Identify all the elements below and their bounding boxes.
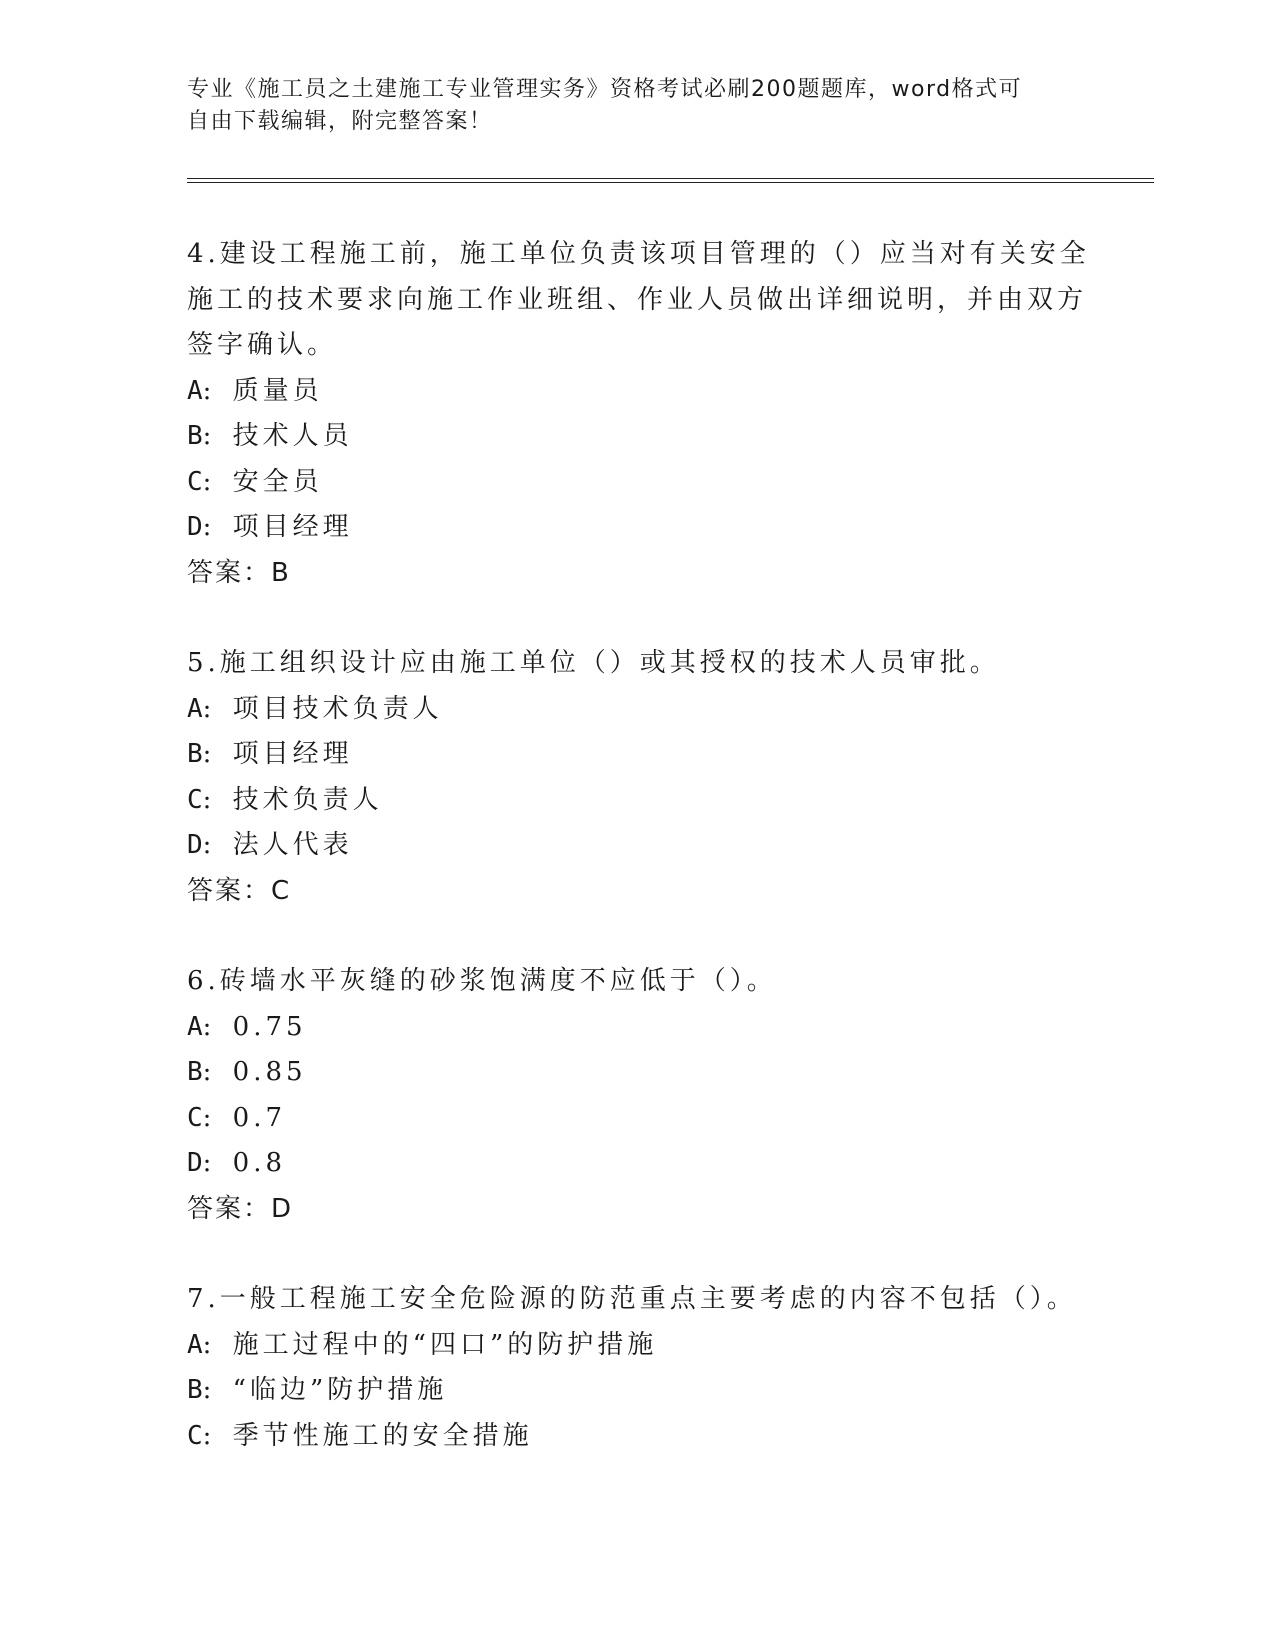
option-text: 0.8 [232, 1148, 287, 1178]
option-text: 安全员 [232, 466, 323, 497]
question-5 [187, 641, 1087, 914]
option-letter: C [187, 466, 203, 497]
question-stem-line: 5.施工组织设计应由施工单位（）或其授权的技术人员审批。 [187, 648, 1000, 678]
option-letter: D [187, 512, 203, 542]
header-divider-bottom [187, 182, 1154, 183]
option-letter: A [187, 1011, 203, 1042]
option-letter: B [187, 1057, 203, 1087]
option-letter: A [187, 1329, 203, 1360]
option-letter: C [187, 1102, 203, 1133]
answer-text: 答案：B [187, 557, 291, 588]
question-7 [187, 1277, 1087, 1459]
question-6 [187, 959, 1087, 1232]
option-text: 项目经理 [232, 739, 353, 769]
question-stem [187, 1277, 1087, 1323]
option-b: B: 技术人员 [187, 421, 353, 451]
option-d: D: 项目经理 [187, 512, 353, 542]
option-a: A: 质量员 [187, 375, 323, 406]
option-d: D: 法人代表 [187, 830, 353, 860]
option-text: 0.7 [232, 1102, 287, 1133]
document-header [187, 74, 1067, 138]
option-text: “临边”防护措施 [232, 1375, 448, 1405]
header-title-line-1: 专业《施工员之土建施工专业管理实务》资格考试必刷200题题库，word格式可 [187, 77, 1023, 102]
question-4 [187, 232, 1090, 596]
option-b: B: 0.85 [187, 1057, 307, 1087]
option-text: 0.75 [232, 1011, 307, 1042]
question-stem [187, 232, 1090, 369]
option-b: B: “临边”防护措施 [187, 1375, 448, 1405]
question-stem-line: 7.一般工程施工安全危险源的防范重点主要考虑的内容不包括（）。 [187, 1284, 1077, 1314]
option-letter: A [187, 693, 203, 724]
option-text: 0.85 [232, 1057, 307, 1087]
option-a: A: 项目技术负责人 [187, 693, 443, 724]
answer-text: 答案：D [187, 1193, 294, 1224]
question-stem-line: 4.建设工程施工前，施工单位负责该项目管理的（）应当对有关安全 [187, 239, 1090, 269]
answer-text: 答案：C [187, 875, 292, 906]
option-text: 法人代表 [232, 830, 353, 860]
option-c: C: 安全员 [187, 466, 323, 497]
option-text: 技术负责人 [232, 784, 383, 815]
option-letter: B [187, 739, 203, 769]
option-text: 项目技术负责人 [232, 693, 443, 724]
option-a: A: 施工过程中的“四口”的防护措施 [187, 1329, 658, 1360]
option-d: D: 0.8 [187, 1148, 287, 1178]
question-list [187, 232, 1090, 1459]
option-letter: C [187, 1420, 203, 1451]
header-title-line-2: 自由下载编辑，附完整答案！ [187, 109, 493, 134]
option-letter: D [187, 830, 203, 860]
option-text: 施工过程中的“四口”的防护措施 [232, 1329, 658, 1360]
option-b: B: 项目经理 [187, 739, 353, 769]
option-c: C: 季节性施工的安全措施 [187, 1420, 533, 1451]
header-divider-top [187, 178, 1154, 179]
option-letter: B [187, 1375, 203, 1405]
option-letter: C [187, 784, 203, 815]
option-text: 技术人员 [232, 421, 353, 451]
option-text: 项目经理 [232, 512, 353, 542]
option-letter: A [187, 375, 203, 406]
option-text: 质量员 [232, 375, 323, 406]
option-text: 季节性施工的安全措施 [232, 1420, 533, 1451]
question-stem-line: 签字确认。 [187, 330, 338, 360]
option-c: C: 0.7 [187, 1102, 287, 1133]
question-stem-line: 施工的技术要求向施工作业班组、作业人员做出详细说明，并由双方 [187, 284, 1088, 315]
option-letter: B [187, 421, 203, 451]
option-c: C: 技术负责人 [187, 784, 383, 815]
question-stem [187, 959, 1087, 1005]
option-letter: D [187, 1148, 203, 1178]
question-stem [187, 641, 1087, 687]
option-a: A: 0.75 [187, 1011, 307, 1042]
question-stem-line: 6.砖墙水平灰缝的砂浆饱满度不应低于（）。 [187, 966, 777, 996]
